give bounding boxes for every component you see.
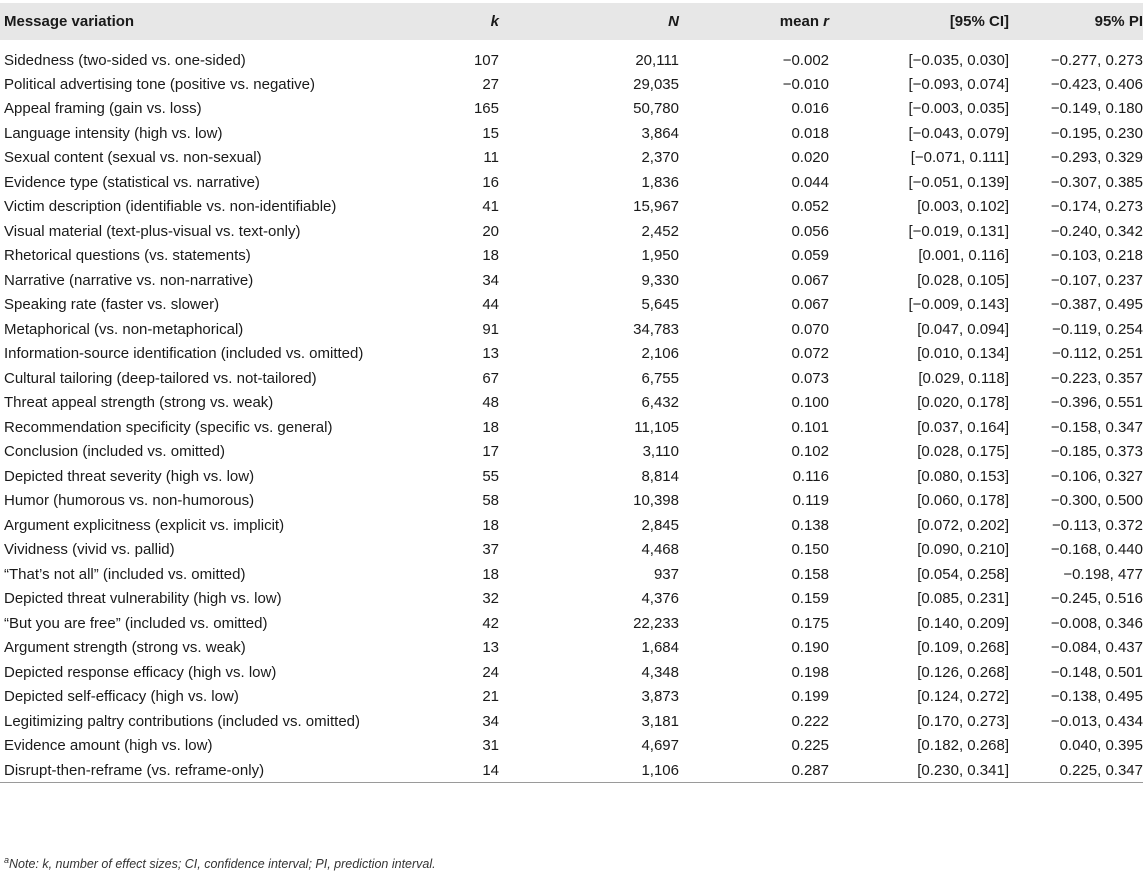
cell-k: 14: [424, 758, 499, 783]
cell-message-variation: Recommendation specificity (specific vs. general): [4, 418, 333, 436]
header-n-label: N: [668, 13, 679, 30]
cell-mean-r: 0.116: [792, 467, 829, 485]
cell-ci: [−0.003, 0.035]: [908, 100, 1009, 118]
cell-k: 18: [482, 565, 499, 583]
cell-n: 20,111: [635, 51, 679, 69]
header-mean-r: [679, 3, 829, 40]
cell-ci: [0.140, 0.209]: [917, 614, 1009, 632]
cell-k: 34: [482, 271, 499, 289]
cell-ci: [0.085, 0.231]: [917, 590, 1009, 608]
cell-k: 18: [482, 247, 499, 265]
cell-message-variation: Visual material (text-plus-visual vs. text-only): [4, 222, 301, 240]
table-row: [0, 587, 1143, 612]
cell-k: 31: [482, 737, 499, 755]
header-mean-r-prefix: mean: [779, 13, 824, 30]
cell-message-variation: Depicted response efficacy (high vs. low): [4, 663, 277, 681]
table-row: [0, 709, 1143, 734]
cell-message-variation: Depicted threat vulnerability (high vs. low): [4, 590, 282, 608]
cell-message-variation: Victim description (identifiable vs. non-identifiable): [4, 198, 337, 216]
header-n: [499, 3, 679, 40]
table-row: [0, 97, 1143, 122]
cell-message-variation: Argument explicitness (explicit vs. implicit): [4, 516, 285, 534]
cell-k: 13: [482, 639, 499, 657]
cell-k: 13: [482, 345, 499, 363]
cell-n: 3,864: [641, 124, 679, 142]
cell-n: 937: [653, 565, 679, 583]
cell-message-variation: Cultural tailoring (deep-tailored vs. not-tailored): [4, 369, 317, 387]
cell-k: 27: [482, 75, 499, 93]
table-row: [0, 415, 1143, 440]
table-row: [0, 562, 1143, 587]
cell-k: 41: [482, 198, 499, 216]
cell-n: 5,645: [641, 296, 679, 314]
cell-mean-r: 0.018: [791, 124, 829, 142]
header-mean-r-var: r: [823, 13, 829, 30]
cell-pi: 0.225, 0.347: [1009, 758, 1143, 783]
cell-message-variation: Information-source identification (included vs. omitted): [4, 345, 364, 363]
cell-mean-r: 0.222: [791, 712, 829, 730]
cell-k: 17: [482, 443, 499, 461]
cell-message-variation: Depicted threat severity (high vs. low): [4, 467, 255, 485]
cell-ci: [0.020, 0.178]: [917, 394, 1009, 412]
cell-pi: −0.113, 0.372: [1051, 516, 1143, 534]
cell-mean-r: 0.199: [791, 688, 829, 706]
cell-n: 2,370: [641, 149, 679, 167]
cell-n: 8,814: [641, 467, 679, 485]
table-row: [0, 244, 1143, 269]
cell-k: 37: [482, 541, 499, 559]
cell-n: 11,105: [634, 418, 679, 436]
table-row: [0, 685, 1143, 710]
cell-mean-r: 0.138: [791, 516, 829, 534]
cell-pi: −0.300, 0.500: [1050, 492, 1143, 510]
cell-message-variation: Sidedness (two-sided vs. one-sided): [4, 51, 246, 69]
cell-n: 4,376: [641, 590, 679, 608]
table-row: [0, 489, 1143, 514]
cell-pi: −0.148, 0.501: [1050, 663, 1143, 681]
cell-ci: [−0.019, 0.131]: [908, 222, 1009, 240]
cell-message-variation: Metaphorical (vs. non-metaphorical): [4, 320, 244, 338]
cell-pi: −0.107, 0.237: [1050, 271, 1143, 289]
cell-message-variation: Evidence type (statistical vs. narrative): [4, 173, 260, 191]
cell-ci: [0.182, 0.268]: [917, 737, 1009, 755]
cell-message-variation: Appeal framing (gain vs. loss): [4, 100, 202, 118]
cell-ci: [0.003, 0.102]: [917, 198, 1009, 216]
cell-message-variation: Disrupt-then-reframe (vs. reframe-only): [0, 758, 424, 783]
table-row: [0, 513, 1143, 538]
cell-message-variation: Speaking rate (faster vs. slower): [4, 296, 220, 314]
cell-message-variation: Depicted self-efficacy (high vs. low): [4, 688, 239, 706]
cell-n: 4,697: [641, 737, 679, 755]
cell-pi: −0.198, 477: [1063, 565, 1143, 583]
table-row: [0, 636, 1143, 661]
table-row: [0, 219, 1143, 244]
cell-ci: [0.090, 0.210]: [917, 541, 1009, 559]
cell-ci: [0.010, 0.134]: [917, 345, 1009, 363]
cell-message-variation: Rhetorical questions (vs. statements): [4, 247, 251, 265]
table-row: [0, 391, 1143, 416]
cell-ci: [0.037, 0.164]: [917, 418, 1009, 436]
note-marker: a: [4, 855, 10, 865]
cell-n: 6,432: [641, 394, 679, 412]
cell-mean-r: 0.190: [791, 639, 829, 657]
table-row: [0, 268, 1143, 293]
table-row: [0, 40, 1143, 72]
cell-pi: −0.387, 0.495: [1050, 296, 1143, 314]
cell-n: 10,398: [633, 492, 679, 510]
table-row: [0, 342, 1143, 367]
cell-ci: [0.072, 0.202]: [917, 516, 1009, 534]
cell-pi: −0.396, 0.551: [1050, 394, 1143, 412]
cell-ci: [−0.093, 0.074]: [908, 75, 1009, 93]
cell-mean-r: 0.070: [791, 320, 829, 338]
table-row: [0, 464, 1143, 489]
table-row: [0, 734, 1143, 759]
cell-mean-r: 0.016: [791, 100, 829, 118]
cell-mean-r: 0.158: [791, 565, 829, 583]
table-header: [0, 3, 1143, 40]
cell-pi: −0.158, 0.347: [1050, 418, 1143, 436]
results-table: [0, 3, 1143, 783]
cell-ci: [0.029, 0.118]: [918, 369, 1009, 387]
cell-k: 20: [482, 222, 499, 240]
cell-k: 107: [473, 51, 499, 69]
cell-n: 4,468: [641, 541, 679, 559]
cell-pi: −0.174, 0.273: [1050, 198, 1143, 216]
cell-message-variation: Language intensity (high vs. low): [4, 124, 223, 142]
cell-n: 2,452: [641, 222, 679, 240]
cell-ci: [0.028, 0.105]: [917, 271, 1009, 289]
cell-k: 32: [482, 590, 499, 608]
table-row: [0, 660, 1143, 685]
cell-ci: [0.060, 0.178]: [917, 492, 1009, 510]
cell-k: 42: [482, 614, 499, 632]
cell-pi: −0.168, 0.440: [1050, 541, 1143, 559]
cell-n: 4,348: [641, 663, 679, 681]
cell-pi: −0.106, 0.327: [1050, 467, 1143, 485]
table-row: [0, 440, 1143, 465]
header-row: [0, 3, 1143, 40]
table-row: [0, 317, 1143, 342]
cell-n: 15,967: [633, 198, 679, 216]
cell-k: 165: [473, 100, 499, 118]
cell-pi: −0.195, 0.230: [1050, 124, 1143, 142]
cell-ci: [0.080, 0.153]: [917, 467, 1009, 485]
table-row: [0, 366, 1143, 391]
cell-n: 50,780: [633, 100, 679, 118]
cell-ci: [−0.071, 0.111]: [910, 149, 1009, 167]
cell-mean-r: 0.020: [791, 149, 829, 167]
cell-message-variation: Evidence amount (high vs. low): [4, 737, 213, 755]
cell-pi: −0.138, 0.495: [1050, 688, 1143, 706]
cell-pi: −0.084, 0.437: [1050, 639, 1143, 657]
table-row: [0, 146, 1143, 171]
cell-mean-r: 0.056: [791, 222, 829, 240]
cell-k: 18: [482, 516, 499, 534]
table-body: [0, 40, 1143, 783]
cell-ci: [0.109, 0.268]: [917, 639, 1009, 657]
cell-pi: −0.185, 0.373: [1050, 443, 1143, 461]
cell-mean-r: 0.059: [791, 247, 829, 265]
cell-mean-r: 0.198: [791, 663, 829, 681]
header-pi: 95% PI: [1094, 13, 1143, 30]
cell-k: 91: [482, 320, 499, 338]
cell-pi: −0.240, 0.342: [1050, 222, 1143, 240]
cell-ci: [0.126, 0.268]: [917, 663, 1009, 681]
cell-mean-r: 0.100: [791, 394, 829, 412]
cell-mean-r: 0.073: [791, 369, 829, 387]
cell-ci: [−0.043, 0.079]: [908, 124, 1009, 142]
cell-ci: [0.230, 0.341]: [829, 758, 1009, 783]
cell-message-variation: “But you are free” (included vs. omitted): [4, 614, 268, 632]
cell-n: 1,684: [641, 639, 679, 657]
table-note: [4, 855, 436, 871]
cell-mean-r: 0.175: [791, 614, 829, 632]
cell-mean-r: 0.101: [791, 418, 829, 436]
cell-message-variation: Political advertising tone (positive vs. negative): [4, 75, 315, 93]
cell-message-variation: Sexual content (sexual vs. non-sexual): [4, 149, 262, 167]
cell-k: 18: [482, 418, 499, 436]
note-text: Note: k, number of effect sizes; CI, confidence interval; PI, prediction interval.: [9, 857, 436, 872]
cell-k: 34: [482, 712, 499, 730]
cell-ci: [0.124, 0.272]: [917, 688, 1009, 706]
cell-n: 34,783: [633, 320, 679, 338]
header-ci: [95% CI]: [949, 13, 1009, 30]
table-row: [0, 121, 1143, 146]
cell-message-variation: Vividness (vivid vs. pallid): [4, 541, 175, 559]
cell-pi: −0.112, 0.251: [1051, 345, 1143, 363]
table-row: [0, 293, 1143, 318]
cell-pi: −0.245, 0.516: [1050, 590, 1143, 608]
header-k-label: k: [490, 13, 499, 30]
cell-n: 2,106: [641, 345, 679, 363]
cell-ci: [0.047, 0.094]: [917, 320, 1009, 338]
cell-pi: −0.103, 0.218: [1050, 247, 1143, 265]
cell-k: 44: [482, 296, 499, 314]
cell-ci: [0.170, 0.273]: [917, 712, 1009, 730]
cell-ci: [−0.035, 0.030]: [908, 51, 1009, 69]
cell-k: 16: [482, 173, 499, 191]
cell-pi: −0.293, 0.329: [1050, 149, 1143, 167]
cell-ci: [−0.051, 0.139]: [908, 173, 1009, 191]
table-row: [0, 758, 1143, 783]
cell-k: 67: [482, 369, 499, 387]
cell-pi: −0.307, 0.385: [1050, 173, 1143, 191]
cell-pi: −0.277, 0.273: [1050, 51, 1143, 69]
cell-n: 22,233: [633, 614, 679, 632]
cell-mean-r: 0.225: [791, 737, 829, 755]
cell-mean-r: 0.102: [791, 443, 829, 461]
cell-mean-r: 0.067: [791, 271, 829, 289]
header-message-variation: Message variation: [4, 13, 135, 30]
cell-mean-r: 0.287: [679, 758, 829, 783]
cell-ci: [0.028, 0.175]: [917, 443, 1009, 461]
table-row: [0, 72, 1143, 97]
cell-message-variation: “That’s not all” (included vs. omitted): [4, 565, 246, 583]
cell-mean-r: 0.072: [791, 345, 829, 363]
cell-n: 3,110: [642, 443, 679, 461]
cell-message-variation: Humor (humorous vs. non-humorous): [4, 492, 255, 510]
cell-k: 24: [482, 663, 499, 681]
cell-pi: −0.119, 0.254: [1051, 320, 1143, 338]
cell-pi: −0.223, 0.357: [1050, 369, 1143, 387]
cell-pi: −0.013, 0.434: [1050, 712, 1143, 730]
cell-n: 3,873: [641, 688, 679, 706]
cell-mean-r: −0.002: [782, 51, 829, 69]
cell-k: 58: [482, 492, 499, 510]
cell-k: 15: [482, 124, 499, 142]
cell-mean-r: 0.044: [791, 173, 829, 191]
cell-n: 29,035: [633, 75, 679, 93]
cell-message-variation: Legitimizing paltry contributions (included vs. omitted): [4, 712, 360, 730]
cell-k: 21: [482, 688, 499, 706]
cell-message-variation: Argument strength (strong vs. weak): [4, 639, 246, 657]
cell-k: 55: [482, 467, 499, 485]
cell-n: 1,836: [641, 173, 679, 191]
cell-ci: [−0.009, 0.143]: [908, 296, 1009, 314]
cell-pi: 0.040, 0.395: [1059, 737, 1143, 755]
cell-message-variation: Conclusion (included vs. omitted): [4, 443, 225, 461]
cell-k: 48: [482, 394, 499, 412]
table-row: [0, 538, 1143, 563]
cell-message-variation: Narrative (narrative vs. non-narrative): [4, 271, 254, 289]
table-row: [0, 170, 1143, 195]
header-k: [424, 3, 499, 40]
cell-pi: −0.423, 0.406: [1050, 75, 1143, 93]
table-row: [0, 611, 1143, 636]
cell-mean-r: −0.010: [782, 75, 829, 93]
cell-n: 1,950: [641, 247, 679, 265]
cell-n: 1,106: [499, 758, 679, 783]
table-row: [0, 195, 1143, 220]
cell-pi: −0.149, 0.180: [1050, 100, 1143, 118]
cell-message-variation: Threat appeal strength (strong vs. weak): [4, 394, 274, 412]
cell-ci: [0.001, 0.116]: [918, 247, 1009, 265]
cell-ci: [0.054, 0.258]: [917, 565, 1009, 583]
cell-mean-r: 0.119: [792, 492, 829, 510]
cell-n: 2,845: [641, 516, 679, 534]
cell-mean-r: 0.067: [791, 296, 829, 314]
cell-n: 6,755: [641, 369, 679, 387]
cell-mean-r: 0.052: [791, 198, 829, 216]
cell-mean-r: 0.159: [791, 590, 829, 608]
cell-n: 9,330: [641, 271, 679, 289]
cell-pi: −0.008, 0.346: [1050, 614, 1143, 632]
cell-k: 11: [483, 149, 499, 167]
cell-n: 3,181: [641, 712, 679, 730]
cell-mean-r: 0.150: [791, 541, 829, 559]
